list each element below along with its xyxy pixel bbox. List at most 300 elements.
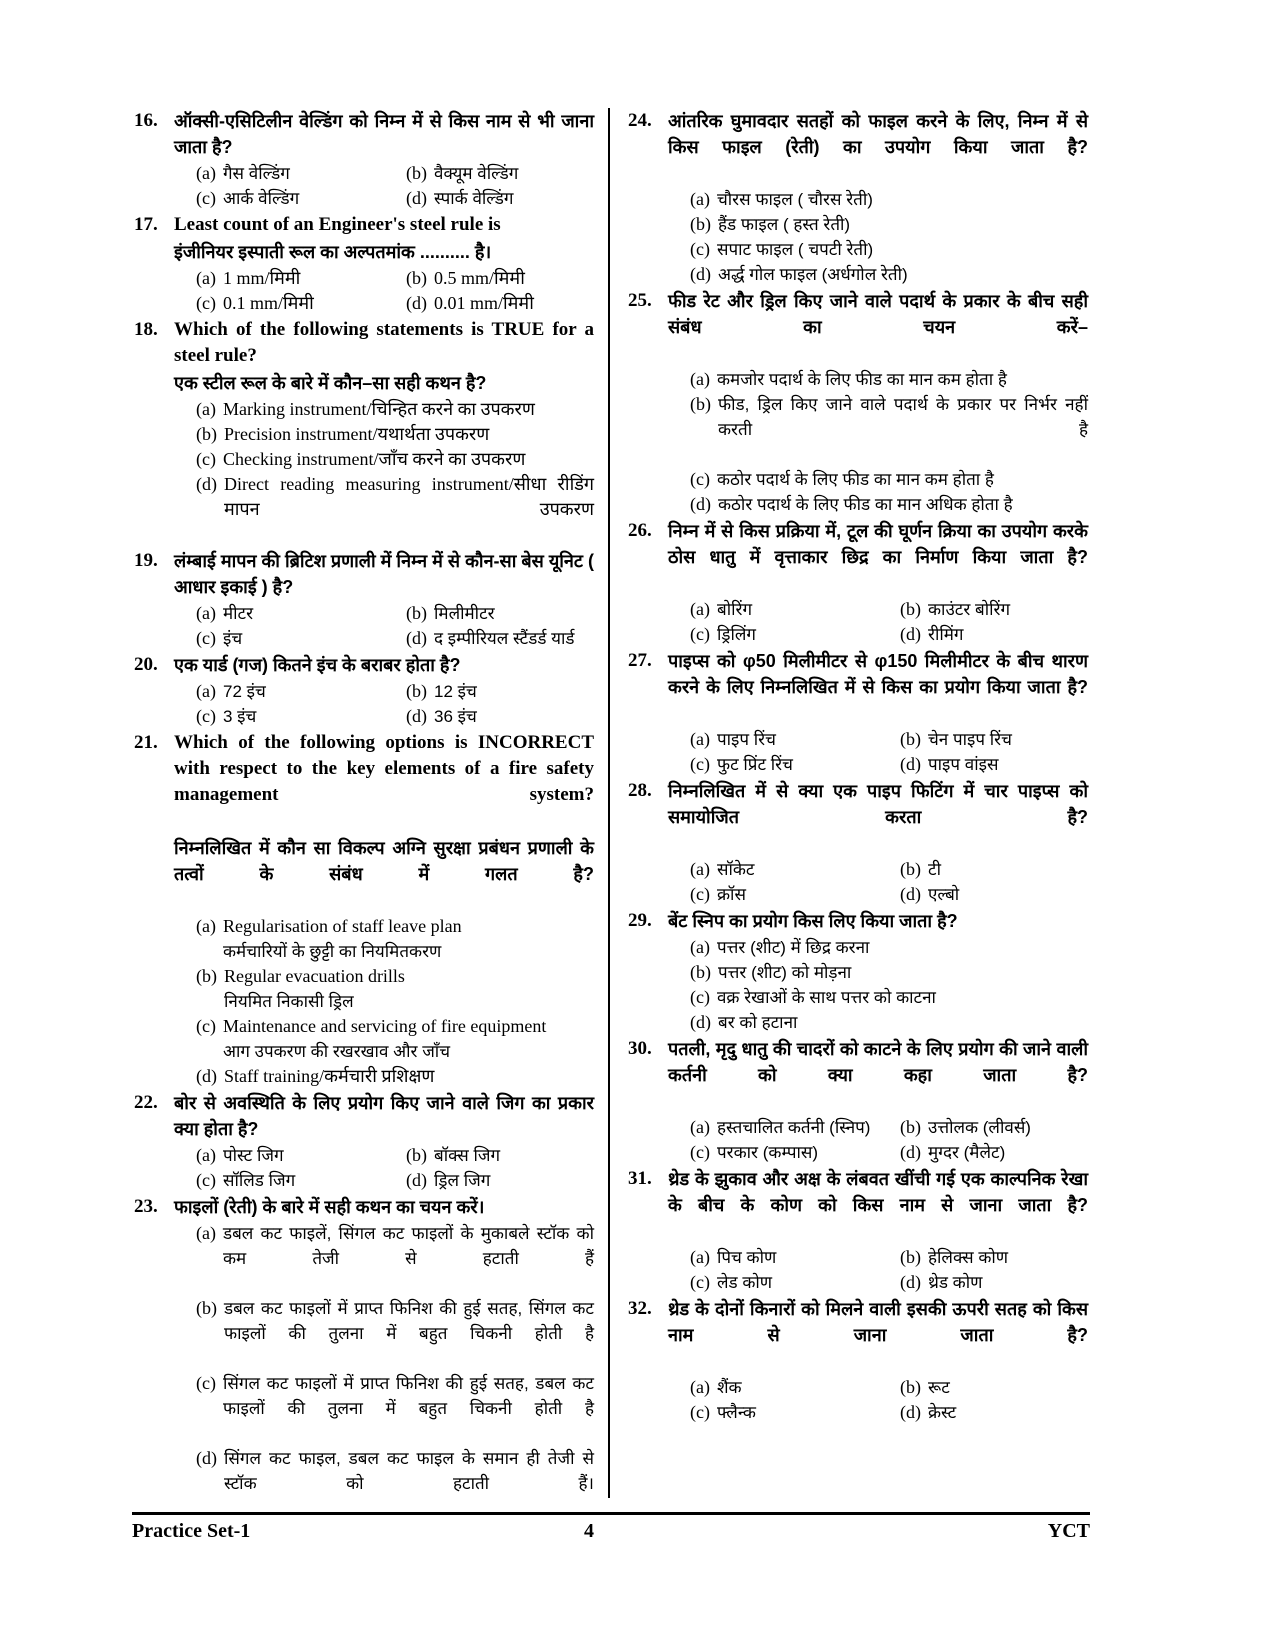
option-text: 0.1 mm/मिमी xyxy=(222,293,314,313)
option-item[interactable] xyxy=(668,622,878,647)
option-item[interactable] xyxy=(174,601,384,626)
option-text: Staff training/कर्मचारी प्रशिक्षण xyxy=(224,1066,435,1086)
two-column-content xyxy=(132,108,1092,1498)
option-item[interactable] xyxy=(668,1270,878,1295)
question-number: 22. xyxy=(134,1092,158,1113)
option-label: (d) xyxy=(196,1448,217,1468)
option-text: काउंटर बोरिंग xyxy=(928,600,1011,619)
question-body xyxy=(668,1166,1088,1295)
option-label: (c) xyxy=(196,1170,216,1190)
option-text: सॉकेट xyxy=(716,860,755,879)
option-label: (a) xyxy=(690,1117,710,1137)
question-block xyxy=(626,518,1088,647)
question-number: 29. xyxy=(628,910,652,931)
question-block xyxy=(132,1194,594,1521)
option-text: 1 mm/मिमी xyxy=(222,268,301,288)
option-label: (d) xyxy=(900,1272,921,1292)
option-item[interactable] xyxy=(174,161,384,186)
question-number: 31. xyxy=(628,1168,652,1189)
option-label: (a) xyxy=(196,268,216,288)
option-item[interactable] xyxy=(878,1400,1088,1425)
option-item[interactable] xyxy=(878,622,1088,647)
option-label: (c) xyxy=(196,1373,216,1393)
option-item[interactable] xyxy=(174,1446,594,1521)
option-text: 12 इंच xyxy=(434,682,477,701)
option-item[interactable] xyxy=(668,597,878,622)
option-list xyxy=(174,679,594,729)
option-text: फुट प्रिंट रिंच xyxy=(716,755,793,774)
option-item[interactable] xyxy=(668,1245,878,1270)
option-item[interactable] xyxy=(878,752,1088,777)
option-label: (a) xyxy=(196,1145,216,1165)
option-text: 3 इंच xyxy=(222,707,257,726)
question-block xyxy=(626,778,1088,907)
option-text: द इम्पीरियल स्टैंडर्ड यार्ड xyxy=(434,629,575,648)
question-number: 32. xyxy=(628,1298,652,1319)
question-body xyxy=(174,212,594,316)
option-list xyxy=(668,857,1088,907)
option-item[interactable] xyxy=(384,186,594,211)
option-text: Direct reading measuring instrument/सीधा रीडिंग मापन उपकरण xyxy=(224,474,594,519)
option-text: ड्रिलिंग xyxy=(716,625,756,644)
right-column xyxy=(610,108,1088,1498)
question-body xyxy=(668,1296,1088,1425)
option-item[interactable] xyxy=(384,1143,594,1168)
option-text: स्पार्क वेल्डिंग xyxy=(434,189,514,208)
option-item[interactable] xyxy=(668,467,1088,492)
option-label: (a) xyxy=(690,937,710,957)
question-number: 23. xyxy=(134,1196,158,1217)
option-label: (a) xyxy=(690,1247,710,1267)
option-item[interactable] xyxy=(384,266,594,291)
question-body xyxy=(668,648,1088,777)
option-text: गैस वेल्डिंग xyxy=(222,164,290,183)
question-text-line: इंजीनियर इस्पाती रूल का अल्पतमांक .......... है। xyxy=(174,242,492,262)
option-label: (d) xyxy=(900,884,921,904)
question-text-line: थ्रेड के झुकाव और अक्ष के लंबवत खींची गई एक काल्पनिक रेखा के बीच के कोण को किस नाम से जाना जाता है? xyxy=(668,1169,1088,1215)
option-item[interactable] xyxy=(878,1375,1088,1400)
option-text: 72 इंच xyxy=(222,682,266,701)
option-text: Checking instrument/जाँच करने का उपकरण xyxy=(222,449,526,469)
question-block xyxy=(132,548,594,651)
question-number: 17. xyxy=(134,214,158,235)
option-label: (c) xyxy=(690,884,710,904)
option-label: (d) xyxy=(900,1142,921,1162)
option-label: (d) xyxy=(406,628,427,648)
question-text-line: Least count of an Engineer's steel rule is xyxy=(174,214,501,235)
option-text: Marking instrument/चिन्हित करने का उपकरण xyxy=(222,399,535,419)
option-label: (c) xyxy=(196,628,216,648)
option-text: पोस्ट जिग xyxy=(222,1146,284,1165)
option-text: Maintenance and servicing of fire equipment xyxy=(222,1016,547,1036)
footer-practice-set: Practice Set-1 xyxy=(132,1520,251,1542)
option-list xyxy=(668,727,1088,777)
question-number: 27. xyxy=(628,650,652,671)
option-text: शैंक xyxy=(716,1378,742,1397)
option-label: (a) xyxy=(196,1223,216,1243)
option-label: (c) xyxy=(196,188,216,208)
question-number: 26. xyxy=(628,520,652,541)
option-text: हेलिक्स कोण xyxy=(928,1248,1009,1267)
option-text: हस्तचालित कर्तनी (स्निप) xyxy=(716,1118,871,1137)
option-label: (d) xyxy=(196,474,217,494)
question-text-line: निम्नलिखित में कौन सा विकल्प अग्नि सुरक्षा प्रबंधन प्रणाली के तत्वों के संबंध में गलत है? xyxy=(174,838,594,884)
option-item[interactable] xyxy=(174,1296,594,1371)
option-text: हैंड फाइल ( हस्त रेती) xyxy=(718,215,851,234)
option-text: क्रॉस xyxy=(716,885,746,904)
option-item[interactable] xyxy=(668,1010,1088,1035)
option-text: पिच कोण xyxy=(716,1248,777,1267)
option-label: (b) xyxy=(406,163,427,183)
option-item[interactable] xyxy=(174,679,384,704)
option-item[interactable] xyxy=(878,857,1088,882)
option-item[interactable] xyxy=(878,727,1088,752)
option-item[interactable] xyxy=(174,186,384,211)
option-text: इंच xyxy=(222,629,243,648)
question-body xyxy=(668,108,1088,287)
question-body xyxy=(174,1090,594,1193)
question-body xyxy=(668,288,1088,517)
option-text: अर्द्ध गोल फाइल (अर्धगोल रेती) xyxy=(718,265,908,284)
option-item[interactable] xyxy=(668,212,1088,237)
question-block xyxy=(626,288,1088,517)
option-text-translation: नियमित निकासी ड्रिल xyxy=(224,992,354,1011)
option-item[interactable] xyxy=(668,985,1088,1010)
option-item[interactable] xyxy=(384,679,594,704)
question-text-line: निम्न में से किस प्रक्रिया में, टूल की घूर्णन क्रिया का उपयोग करके ठोस धातु में वृत्ताकार छिद्र का निर्माण किया जाता है? xyxy=(668,521,1088,567)
option-list xyxy=(174,161,594,211)
option-text-translation: कर्मचारियों के छुट्टी का नियमितकरण xyxy=(222,942,442,961)
option-label: (a) xyxy=(196,681,216,701)
option-list xyxy=(668,367,1088,517)
question-block xyxy=(626,1036,1088,1165)
option-item[interactable] xyxy=(878,882,1088,907)
question-text-line: थ्रेड के दोनों किनारों को मिलने वाली इसकी ऊपरी सतह को किस नाम से जाना जाता है? xyxy=(668,1299,1088,1345)
option-list xyxy=(174,397,594,547)
question-number: 18. xyxy=(134,319,158,340)
option-item[interactable] xyxy=(668,1400,878,1425)
option-label: (a) xyxy=(690,369,710,389)
footer-divider xyxy=(132,1512,1090,1515)
question-text-line: फीड रेट और ड्रिल किए जाने वाले पदार्थ के प्रकार के बीच सही संबंध का चयन करें– xyxy=(668,291,1088,337)
question-body xyxy=(668,778,1088,907)
option-label: (c) xyxy=(690,624,710,644)
option-label: (c) xyxy=(196,293,216,313)
question-text-line: निम्नलिखित में से क्या एक पाइप फिटिंग में चार पाइप्स को समायोजित करता है? xyxy=(668,781,1088,827)
option-item[interactable] xyxy=(174,291,384,316)
option-text: पत्तर (शीट) में छिद्र करना xyxy=(716,938,870,957)
option-text: 0.01 mm/मिमी xyxy=(434,293,534,313)
option-item[interactable] xyxy=(668,262,1088,287)
option-label: (b) xyxy=(900,859,921,879)
option-label: (c) xyxy=(690,1402,710,1422)
option-item[interactable] xyxy=(174,1221,594,1296)
option-item[interactable] xyxy=(878,1270,1088,1295)
question-body xyxy=(174,317,594,547)
option-label: (a) xyxy=(196,163,216,183)
option-text: चेन पाइप रिंच xyxy=(928,730,1012,749)
option-item[interactable] xyxy=(384,601,594,626)
question-number: 25. xyxy=(628,290,652,311)
option-text: सपाट फाइल ( चपटी रेती) xyxy=(716,240,874,259)
option-label: (b) xyxy=(406,681,427,701)
question-block xyxy=(626,108,1088,287)
option-list xyxy=(668,1375,1088,1425)
option-item[interactable] xyxy=(668,367,1088,392)
option-text: लेड कोण xyxy=(716,1273,773,1292)
question-block xyxy=(132,108,594,211)
question-number: 24. xyxy=(628,110,652,131)
option-label: (c) xyxy=(196,1016,216,1036)
option-item[interactable] xyxy=(668,1140,878,1165)
option-item[interactable] xyxy=(668,237,1088,262)
option-text: मुग्दर (मैलेट) xyxy=(928,1143,1006,1162)
option-label: (d) xyxy=(406,188,427,208)
option-label: (b) xyxy=(406,603,427,623)
option-label: (a) xyxy=(196,603,216,623)
question-block xyxy=(626,648,1088,777)
option-list xyxy=(174,1221,594,1521)
option-text: कठोर पदार्थ के लिए फीड का मान अधिक होता है xyxy=(718,495,1013,514)
option-label: (b) xyxy=(690,962,711,982)
option-label: (c) xyxy=(690,1272,710,1292)
option-text: थ्रेड कोण xyxy=(928,1273,983,1292)
option-item[interactable] xyxy=(668,857,878,882)
option-item[interactable] xyxy=(668,1375,878,1400)
option-text: फीड, ड्रिल किए जाने वाले पदार्थ के प्रकार पर निर्भर नहीं करती है xyxy=(718,395,1088,439)
option-label: (a) xyxy=(196,399,216,419)
option-text: क्रेस्ट xyxy=(928,1403,957,1422)
question-block xyxy=(132,317,594,547)
question-body xyxy=(174,1194,594,1521)
option-text: वक्र रेखाओं के साथ पत्तर को काटना xyxy=(716,988,936,1007)
question-text-line: आंतरिक घुमावदार सतहों को फाइल करने के लिए, निम्न में से किस फाइल (रेती) का उपयोग किया जाता है? xyxy=(668,111,1088,157)
option-text: सिंगल कट फाइल, डबल कट फाइल के समान ही तेजी से स्टॉक को हटाती हैं। xyxy=(224,1449,594,1493)
option-label: (a) xyxy=(690,1377,710,1397)
option-label: (b) xyxy=(406,268,427,288)
option-item[interactable] xyxy=(878,1140,1088,1165)
option-label: (b) xyxy=(900,1117,921,1137)
question-block xyxy=(626,908,1088,1035)
option-item[interactable] xyxy=(668,392,1088,467)
left-column xyxy=(132,108,610,1498)
question-text-line: पतली, मृदु धातु की चादरों को काटने के लिए प्रयोग की जाने वाली कर्तनी को क्या कहा जाता है? xyxy=(668,1039,1088,1085)
option-text: Precision instrument/यथार्थता उपकरण xyxy=(224,424,490,444)
option-text: पत्तर (शीट) को मोड़ना xyxy=(718,963,852,982)
option-text: डबल कट फाइलों में प्राप्त फिनिश की हुई सतह, सिंगल कट फाइलों की तुलना में बहुत चिकनी होती है xyxy=(224,1299,594,1343)
option-label: (c) xyxy=(690,987,710,1007)
question-block xyxy=(132,212,594,316)
option-item[interactable] xyxy=(174,914,594,964)
option-label: (b) xyxy=(196,966,217,986)
option-item[interactable] xyxy=(384,626,594,651)
option-text: चौरस फाइल ( चौरस रेती) xyxy=(716,190,873,209)
option-item[interactable] xyxy=(668,882,878,907)
option-item[interactable] xyxy=(668,935,1088,960)
question-block xyxy=(132,1090,594,1193)
option-text-translation: आग उपकरण की रखरखाव और जाँच xyxy=(222,1042,451,1061)
question-text-line: फाइलों (रेती) के बारे में सही कथन का चयन करें। xyxy=(174,1197,485,1217)
question-body xyxy=(174,108,594,211)
question-text-line: एक स्टील रूल के बारे में कौन–सा सही कथन है? xyxy=(174,373,487,393)
option-list xyxy=(668,1115,1088,1165)
option-label: (d) xyxy=(690,1012,711,1032)
option-item[interactable] xyxy=(668,492,1088,517)
option-label: (b) xyxy=(196,424,217,444)
option-list xyxy=(668,597,1088,647)
question-number: 21. xyxy=(134,732,158,753)
option-item[interactable] xyxy=(174,1143,384,1168)
option-item[interactable] xyxy=(174,1014,594,1064)
option-text: बॉक्स जिग xyxy=(434,1146,501,1165)
option-label: (b) xyxy=(900,729,921,749)
question-number: 28. xyxy=(628,780,652,801)
option-text: डबल कट फाइलें, सिंगल कट फाइलों के मुकाबले स्टॉक को कम तेजी से हटाती हैं xyxy=(222,1224,594,1268)
option-list xyxy=(174,266,594,316)
option-text: पाइप वांइस xyxy=(928,755,999,774)
option-item[interactable] xyxy=(174,266,384,291)
question-body xyxy=(668,518,1088,647)
option-list xyxy=(174,601,594,651)
option-item[interactable] xyxy=(878,597,1088,622)
question-text-line: Which of the following statements is TRUE for a steel rule? xyxy=(174,319,594,366)
option-text: फ्लैन्क xyxy=(716,1403,756,1422)
question-number: 20. xyxy=(134,654,158,675)
option-text: परकार (कम्पास) xyxy=(716,1143,819,1162)
question-block xyxy=(626,1296,1088,1425)
option-list xyxy=(668,935,1088,1035)
option-text: पाइप रिंच xyxy=(716,730,776,749)
question-body xyxy=(668,908,1088,1035)
option-label: (b) xyxy=(900,1247,921,1267)
option-text: सॉलिड जिग xyxy=(222,1171,296,1190)
option-item[interactable] xyxy=(878,1115,1088,1140)
option-label: (b) xyxy=(196,1298,217,1318)
option-item[interactable] xyxy=(668,187,1088,212)
question-body xyxy=(668,1036,1088,1165)
question-block xyxy=(132,652,594,729)
option-text: उत्तोलक (लीवर्स) xyxy=(928,1118,1031,1137)
option-text: कमजोर पदार्थ के लिए फीड का मान कम होता है xyxy=(716,370,1007,389)
option-item[interactable] xyxy=(384,704,594,729)
question-number: 30. xyxy=(628,1038,652,1059)
option-list xyxy=(668,1245,1088,1295)
option-label: (a) xyxy=(690,189,710,209)
option-item[interactable] xyxy=(174,1064,594,1089)
page-footer xyxy=(132,1520,1090,1543)
option-item[interactable] xyxy=(384,1168,594,1193)
option-item[interactable] xyxy=(174,626,384,651)
option-text: सिंगल कट फाइलों में प्राप्त फिनिश की हुई सतह, डबल कट फाइलों की तुलना में बहुत चिकनी होती है xyxy=(222,1374,594,1418)
option-label: (d) xyxy=(406,293,427,313)
question-text-line: एक यार्ड (गज) कितने इंच के बराबर होता है? xyxy=(174,655,461,675)
question-text-line: बोर से अवस्थिति के लिए प्रयोग किए जाने वाले जिग का प्रकार क्या होता है? xyxy=(174,1093,594,1139)
question-body xyxy=(174,548,594,651)
question-body xyxy=(174,652,594,729)
option-label: (d) xyxy=(406,1170,427,1190)
option-item[interactable] xyxy=(878,1245,1088,1270)
option-label: (a) xyxy=(690,859,710,879)
option-label: (d) xyxy=(196,1066,217,1086)
option-item[interactable] xyxy=(384,161,594,186)
option-label: (a) xyxy=(690,599,710,619)
option-label: (d) xyxy=(900,754,921,774)
option-text: बोरिंग xyxy=(716,600,753,619)
option-text: टी xyxy=(928,860,941,879)
option-item[interactable] xyxy=(174,422,594,447)
option-item[interactable] xyxy=(668,727,878,752)
question-text-line: बेंट स्निप का प्रयोग किस लिए किया जाता है? xyxy=(668,911,958,931)
option-item[interactable] xyxy=(668,1115,878,1140)
option-label: (d) xyxy=(690,494,711,514)
option-label: (b) xyxy=(900,1377,921,1397)
option-label: (c) xyxy=(690,1142,710,1162)
option-item[interactable] xyxy=(174,1371,594,1446)
option-text: रूट xyxy=(928,1378,950,1397)
question-text-line: पाइप्स को φ50 मिलीमीटर से φ150 मिलीमीटर के बीच थारण करने के लिए निम्नलिखित में से किस का प्रयोग किया जाता है? xyxy=(668,651,1088,697)
question-text-line: लंम्बाई मापन की ब्रिटिश प्रणाली में निम्न में से कौन-सा बेस यूनिट ( आधार इकाई ) है? xyxy=(174,551,594,597)
option-item[interactable] xyxy=(174,397,594,422)
option-text: 36 इंच xyxy=(434,707,477,726)
option-label: (b) xyxy=(900,599,921,619)
option-label: (c) xyxy=(196,449,216,469)
option-item[interactable] xyxy=(174,964,594,1014)
option-label: (c) xyxy=(690,754,710,774)
option-text: ड्रिल जिग xyxy=(434,1171,491,1190)
option-item[interactable] xyxy=(384,291,594,316)
option-text: Regularisation of staff leave plan xyxy=(222,916,462,936)
option-text: Regular evacuation drills xyxy=(224,966,405,986)
option-label: (b) xyxy=(690,214,711,234)
option-item[interactable] xyxy=(174,447,594,472)
option-label: (a) xyxy=(196,916,216,936)
option-item[interactable] xyxy=(668,752,878,777)
option-label: (d) xyxy=(900,1402,921,1422)
option-list xyxy=(174,1143,594,1193)
question-text-line: ऑक्सी-एसिटिलीन वेल्डिंग को निम्न में से किस नाम से भी जाना जाता है? xyxy=(174,111,594,157)
question-block xyxy=(626,1166,1088,1295)
option-item[interactable] xyxy=(174,704,384,729)
question-text-line: Which of the following options is INCORRECT with respect to the key elements of a fire safety management system? xyxy=(174,732,594,805)
option-label: (c) xyxy=(196,706,216,726)
option-text: एल्बो xyxy=(928,885,960,904)
option-label: (c) xyxy=(690,239,710,259)
option-text: बर को हटाना xyxy=(718,1013,798,1032)
option-label: (a) xyxy=(690,729,710,749)
question-body xyxy=(174,730,594,1089)
option-label: (d) xyxy=(900,624,921,644)
option-list xyxy=(174,914,594,1089)
option-text: मिलीमीटर xyxy=(434,604,495,623)
option-label: (d) xyxy=(406,706,427,726)
option-item[interactable] xyxy=(668,960,1088,985)
question-number: 16. xyxy=(134,110,158,131)
option-label: (b) xyxy=(406,1145,427,1165)
option-item[interactable] xyxy=(174,472,594,547)
option-text: कठोर पदार्थ के लिए फीड का मान कम होता है xyxy=(716,470,994,489)
option-list xyxy=(668,187,1088,287)
option-label: (b) xyxy=(690,394,711,414)
question-block xyxy=(132,730,594,1089)
footer-publisher: YCT xyxy=(1047,1520,1090,1542)
option-text: मीटर xyxy=(222,604,254,623)
question-number: 19. xyxy=(134,550,158,571)
option-text: 0.5 mm/मिमी xyxy=(434,268,525,288)
footer-page-number: 4 xyxy=(584,1520,595,1542)
option-label: (c) xyxy=(690,469,710,489)
option-text: आर्क वेल्डिंग xyxy=(222,189,300,208)
option-item[interactable] xyxy=(174,1168,384,1193)
